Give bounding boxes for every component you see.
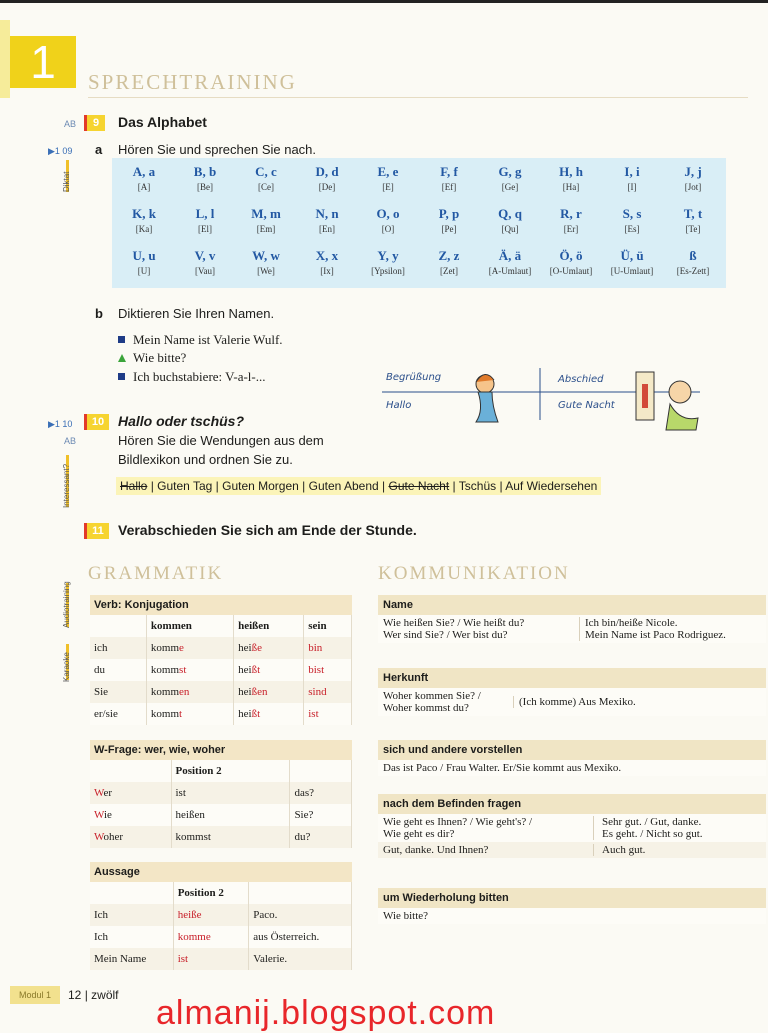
alphabet-pronunciation: [Pe]: [441, 224, 457, 234]
table-cell: Mein Name: [90, 948, 173, 970]
alphabet-letter: Ü, ü: [620, 248, 644, 263]
alphabet-pronunciation: [El]: [198, 224, 212, 234]
phrase: Ich bin/heiße Nicole.: [585, 617, 678, 629]
chapter-number: 1: [10, 36, 76, 88]
table-cell: sein: [304, 615, 352, 637]
vorstellen-box: [378, 740, 766, 776]
alphabet-letter: D, d: [315, 164, 339, 179]
word-separator: |: [212, 479, 223, 493]
box-row: [378, 842, 766, 858]
alphabet-cell: [175, 206, 235, 234]
alphabet-letter: V, v: [194, 248, 216, 263]
alphabet-letter: S, s: [622, 206, 642, 221]
w-initial: W: [94, 809, 104, 821]
table-cell: [90, 804, 171, 826]
name-box: [378, 595, 766, 643]
table-cell: Position 2: [173, 882, 249, 904]
box-heading: nach dem Befinden fragen: [378, 794, 766, 814]
exercise-number: 11: [84, 523, 109, 539]
alphabet-cell: [114, 206, 174, 234]
table-cell: [234, 659, 304, 681]
alphabet-pronunciation: [I]: [627, 182, 637, 192]
table-cell: [146, 637, 233, 659]
phrase: Auch gut.: [593, 844, 645, 856]
ab-label: AB: [64, 119, 77, 129]
alphabet-cell: [236, 164, 296, 192]
alphabet-cell: [602, 248, 662, 276]
alphabet-letter: F, f: [440, 164, 458, 179]
table-cell: [146, 681, 233, 703]
alphabet-pronunciation: [Ka]: [135, 224, 153, 234]
aussage-table: [90, 882, 352, 970]
page-number: [68, 988, 119, 1002]
alphabet-cell: [236, 206, 296, 234]
table-cell: [146, 703, 233, 725]
ending: ßen: [251, 686, 268, 698]
alphabet-letter: Q, q: [498, 206, 522, 221]
table-cell: heiße: [173, 904, 249, 926]
alphabet-letter: A, a: [132, 164, 156, 179]
sketch-label: Gute Nacht: [558, 400, 615, 411]
ending: e: [179, 642, 184, 654]
alphabet-cell: [541, 206, 601, 234]
alphabet-pronunciation: [Jot]: [684, 182, 702, 192]
table-cell: Sie?: [290, 804, 352, 826]
table-cell: [234, 703, 304, 725]
table-cell: heißen: [234, 615, 304, 637]
table-cell: er/sie: [90, 703, 146, 725]
instruction: Hören Sie und sprechen Sie nach.: [118, 142, 317, 157]
alphabet-letter: K, k: [132, 206, 156, 221]
alphabet-letter: E, e: [377, 164, 399, 179]
table-cell: [234, 681, 304, 703]
table-row: [90, 637, 352, 659]
alphabet-pronunciation: [Er]: [563, 224, 579, 234]
divider: [88, 97, 748, 98]
table-cell: Sie: [90, 681, 146, 703]
stem: hei: [238, 664, 252, 676]
alphabet-letter: M, m: [251, 206, 281, 221]
stem: hei: [238, 642, 252, 654]
alphabet-pronunciation: [A]: [137, 182, 151, 192]
alphabet-cell: [114, 164, 174, 192]
phrase: Mein Name ist Paco Rodriguez.: [585, 629, 726, 641]
alphabet-cell: [297, 206, 357, 234]
alphabet-cell: [297, 164, 357, 192]
section-title: SPRECHTRAINING: [88, 70, 297, 94]
alphabet-cell: [480, 248, 540, 276]
table-cell: bist: [304, 659, 352, 681]
stem: hei: [238, 708, 252, 720]
box-row: [378, 615, 766, 643]
question-col: [383, 690, 513, 714]
alphabet-cell: [419, 206, 479, 234]
alphabet-pronunciation: [Vau]: [195, 266, 215, 276]
table-cell: bin: [304, 637, 352, 659]
part-label: a: [95, 142, 103, 157]
table-cell: du?: [290, 826, 352, 848]
alphabet-letter: R, r: [560, 206, 582, 221]
table-row: [90, 703, 352, 725]
word-separator: |: [298, 479, 309, 493]
alphabet-pronunciation: [E]: [382, 182, 394, 192]
part-label: b: [95, 306, 103, 321]
table-header-row: [90, 615, 352, 637]
w-rest: ie: [103, 809, 112, 821]
alphabet-cell: [175, 248, 235, 276]
phrase: Gut, danke. Und Ihnen?: [383, 844, 489, 856]
alphabet-pronunciation: [Ix]: [320, 266, 334, 276]
square-bullet-icon: [118, 373, 125, 380]
box-row: [378, 688, 766, 716]
alphabet-cell: [297, 248, 357, 276]
word-bank-item: Tschüs: [458, 479, 497, 493]
table-cell: sind: [304, 681, 352, 703]
page-word: zwölf: [91, 988, 119, 1002]
alphabet-letter: G, g: [498, 164, 522, 179]
kommunikation-title: KOMMUNIKATION: [378, 563, 570, 584]
alphabet-letter: P, p: [438, 206, 460, 221]
table-row: [90, 826, 352, 848]
alphabet-cell: [419, 248, 479, 276]
word-bank-item: Auf Wiedersehen: [505, 479, 598, 493]
dialog-text: Ich buchstabiere: V-a-l-...: [133, 369, 266, 384]
word-bank-item: Hallo: [120, 479, 148, 493]
audio-track[interactable]: ▶1 09: [48, 146, 73, 156]
question-col: [383, 816, 593, 840]
word-separator: |: [449, 479, 459, 493]
audio-track[interactable]: ▶1 10: [48, 419, 73, 429]
alphabet-letter: L, l: [195, 206, 215, 221]
word-bank-item: Guten Tag: [157, 479, 213, 493]
answer-col: [513, 696, 636, 708]
square-bullet-icon: [118, 336, 125, 343]
alphabet-cell: [358, 206, 418, 234]
word-separator: |: [147, 479, 158, 493]
table-row: [90, 948, 352, 970]
alphabet-letter: Z, z: [438, 248, 460, 263]
table-cell: [90, 882, 173, 904]
box-heading: Name: [378, 595, 766, 615]
alphabet-letter: Ö, ö: [559, 248, 583, 263]
side-tab-interessant: Interessant?: [62, 463, 71, 508]
ab-label: AB: [64, 436, 77, 446]
box-row: [378, 814, 766, 842]
herkunft-box: [378, 668, 766, 716]
w-rest: er: [103, 787, 113, 799]
dialog-line: [118, 332, 283, 348]
box-heading: sich und andere vorstellen: [378, 740, 766, 760]
table-cell: [290, 760, 352, 782]
table-cell: [90, 782, 171, 804]
dialog-line: [118, 369, 265, 385]
alphabet-cell: [358, 164, 418, 192]
box-heading: Herkunft: [378, 668, 766, 688]
alphabet-pronunciation: [Em]: [256, 224, 276, 234]
alphabet-pronunciation: [A-Umlaut]: [488, 266, 532, 276]
phrase: Sehr gut. / Gut, danke.: [602, 816, 702, 828]
exercise-title: Das Alphabet: [118, 114, 207, 130]
alphabet-pronunciation: [O]: [381, 224, 395, 234]
alphabet-table: [112, 158, 726, 288]
table-cell: das?: [290, 782, 352, 804]
alphabet-pronunciation: [En]: [319, 224, 335, 234]
instruction: Bildlexikon und ordnen Sie zu.: [118, 452, 293, 467]
dialog-line: [118, 350, 186, 366]
phrase: Wie geht es Ihnen? / Wie geht's? /: [383, 816, 533, 828]
alphabet-letter: Ä, ä: [498, 248, 522, 263]
w-initial: W: [94, 787, 104, 799]
page-sep: |: [84, 988, 88, 1002]
table-header-row: [90, 882, 352, 904]
word-bank-item: Gute Nacht: [388, 479, 450, 493]
alphabet-letter: H, h: [559, 164, 583, 179]
w-rest: oher: [103, 831, 124, 843]
phrase: Wer sind Sie? / Wer bist du?: [383, 629, 508, 641]
instruction: Hören Sie die Wendungen aus dem: [118, 433, 324, 448]
w-initial: W: [94, 831, 104, 843]
exercise-number: 9: [84, 115, 105, 131]
grammatik-title: GRAMMATIK: [88, 563, 224, 584]
exercise-number: 10: [84, 414, 109, 430]
wiederholung-box: [378, 888, 766, 924]
alphabet-cell: [541, 164, 601, 192]
table-cell: [90, 760, 171, 782]
answer-col: [579, 617, 726, 641]
table-row: [90, 659, 352, 681]
exercise-title: Verabschieden Sie sich am Ende der Stunde.: [118, 522, 417, 538]
table-cell: kommen: [146, 615, 233, 637]
alphabet-pronunciation: [U-Umlaut]: [610, 266, 654, 276]
alphabet-letter: T, t: [683, 206, 703, 221]
alphabet-cell: [602, 164, 662, 192]
alphabet-pronunciation: [O-Umlaut]: [549, 266, 593, 276]
alphabet-cell: [663, 206, 723, 234]
sketch-label: Abschied: [558, 374, 604, 385]
table-cell: Ich: [90, 904, 173, 926]
wfrage-table: [90, 760, 352, 848]
alphabet-pronunciation: [Ef]: [441, 182, 457, 192]
verb-conjugation-box: [90, 595, 352, 725]
alphabet-letter: J, j: [684, 164, 702, 179]
alphabet-cell: [480, 164, 540, 192]
chapter-margin-bar: [0, 20, 10, 98]
phrase: (Ich komme) Aus Mexiko.: [519, 696, 636, 708]
stem: komm: [150, 664, 180, 676]
alphabet-letter: B, b: [193, 164, 217, 179]
ending: ßt: [251, 664, 261, 676]
alphabet-pronunciation: [Be]: [197, 182, 213, 192]
table-cell: Position 2: [171, 760, 290, 782]
conjugation-table: [90, 615, 352, 725]
stem: hei: [238, 686, 252, 698]
alphabet-letter: O, o: [376, 206, 400, 221]
box-heading: Aussage: [90, 862, 352, 882]
aussage-box: [90, 862, 352, 970]
alphabet-letter: Y, y: [377, 248, 399, 263]
table-header-row: [90, 760, 352, 782]
alphabet-letter: ß: [689, 248, 697, 263]
alphabet-letter: C, c: [255, 164, 277, 179]
table-row: [90, 782, 352, 804]
word-separator: |: [378, 479, 389, 493]
alphabet-pronunciation: [Es-Zett]: [676, 266, 710, 276]
exercise-title: Hallo oder tschüs?: [118, 413, 245, 429]
table-cell: Valerie.: [249, 948, 352, 970]
word-bank: [116, 477, 601, 495]
answer-col: [593, 816, 703, 840]
alphabet-pronunciation: [Zet]: [440, 266, 458, 276]
alphabet-pronunciation: [Ypsilon]: [371, 266, 405, 276]
table-row: [90, 926, 352, 948]
ending: t: [179, 708, 183, 720]
alphabet-pronunciation: [U]: [137, 266, 151, 276]
side-tab-audiotraining: Audiotraining: [62, 581, 71, 628]
phrase: Woher kommen Sie? /: [383, 690, 481, 702]
alphabet-cell: [236, 248, 296, 276]
table-cell: Ich: [90, 926, 173, 948]
watermark-url: almanij.blogspot.com: [156, 994, 496, 1032]
dialog-text: Mein Name ist Valerie Wulf.: [133, 332, 283, 347]
alphabet-cell: [419, 164, 479, 192]
alphabet-pronunciation: [We]: [257, 266, 275, 276]
table-cell: ist: [304, 703, 352, 725]
stem: komm: [150, 642, 180, 654]
phrase: Das ist Paco / Frau Walter. Er/Sie kommt aus Mexiko.: [378, 760, 766, 776]
table-cell: [234, 637, 304, 659]
alphabet-cell: [541, 248, 601, 276]
stem: komm: [150, 686, 180, 698]
module-tab: Modul 1: [10, 986, 60, 1004]
dialog-text: Wie bitte?: [133, 350, 187, 365]
table-cell: heißen: [171, 804, 290, 826]
triangle-bullet-icon: [118, 354, 126, 362]
alphabet-letter: I, i: [624, 164, 640, 179]
ending: st: [179, 664, 187, 676]
table-cell: Paco.: [249, 904, 352, 926]
box-heading: W-Frage: wer, wie, woher: [90, 740, 352, 760]
alphabet-pronunciation: [Ha]: [562, 182, 580, 192]
alphabet-pronunciation: [Qu]: [501, 224, 519, 234]
table-cell: du: [90, 659, 146, 681]
table-cell: komme: [173, 926, 249, 948]
table-row: [90, 804, 352, 826]
phrase: Woher kommst du?: [383, 702, 469, 714]
table-row: [90, 904, 352, 926]
instruction: Diktieren Sie Ihren Namen.: [118, 306, 275, 321]
wfrage-box: [90, 740, 352, 848]
alphabet-cell: [114, 248, 174, 276]
table-row: [90, 681, 352, 703]
alphabet-letter: N, n: [315, 206, 339, 221]
phrase: Es geht. / Nicht so gut.: [602, 828, 703, 840]
alphabet-cell: [480, 206, 540, 234]
alphabet-pronunciation: [Ge]: [501, 182, 519, 192]
track-number: 1 09: [54, 146, 73, 156]
ending: ße: [251, 642, 262, 654]
word-bank-item: Guten Abend: [308, 479, 379, 493]
box-heading: Verb: Konjugation: [90, 595, 352, 615]
table-cell: [90, 615, 146, 637]
question-col: [383, 617, 579, 641]
table-cell: aus Österreich.: [249, 926, 352, 948]
phrase: Wie heißen Sie? / Wie heißt du?: [383, 617, 525, 629]
sketch-label: Begrüßung: [386, 372, 442, 383]
top-border: [0, 0, 768, 3]
alphabet-letter: W, w: [252, 248, 280, 263]
word-bank-item: Guten Morgen: [222, 479, 299, 493]
sketch-label: Hallo: [386, 400, 412, 411]
side-tab-diktat: Diktat: [62, 171, 71, 192]
alphabet-cell: [358, 248, 418, 276]
ending: en: [179, 686, 190, 698]
page-num: 12: [68, 988, 82, 1002]
alphabet-letter: X, x: [315, 248, 339, 263]
alphabet-cell: [663, 164, 723, 192]
alphabet-cell: [602, 206, 662, 234]
table-cell: ist: [171, 782, 290, 804]
word-separator: |: [496, 479, 506, 493]
track-number: 1 10: [54, 419, 73, 429]
table-cell: kommst: [171, 826, 290, 848]
side-tab-karaoke: Karaoke: [62, 652, 71, 682]
table-cell: ich: [90, 637, 146, 659]
stem: komm: [150, 708, 180, 720]
befinden-box: [378, 794, 766, 858]
phrase: Wie bitte?: [378, 908, 766, 924]
table-cell: [249, 882, 352, 904]
alphabet-pronunciation: [Te]: [685, 224, 701, 234]
table-cell: [146, 659, 233, 681]
phrase: Wie geht es dir?: [383, 828, 455, 840]
greeting-illustration: [380, 362, 710, 432]
alphabet-pronunciation: [Ce]: [258, 182, 274, 192]
alphabet-pronunciation: [De]: [318, 182, 336, 192]
box-heading: um Wiederholung bitten: [378, 888, 766, 908]
alphabet-cell: [175, 164, 235, 192]
alphabet-pronunciation: [Es]: [624, 224, 640, 234]
alphabet-cell: [663, 248, 723, 276]
table-cell: [90, 826, 171, 848]
ending: ßt: [251, 708, 261, 720]
alphabet-letter: U, u: [132, 248, 156, 263]
table-cell: ist: [173, 948, 249, 970]
